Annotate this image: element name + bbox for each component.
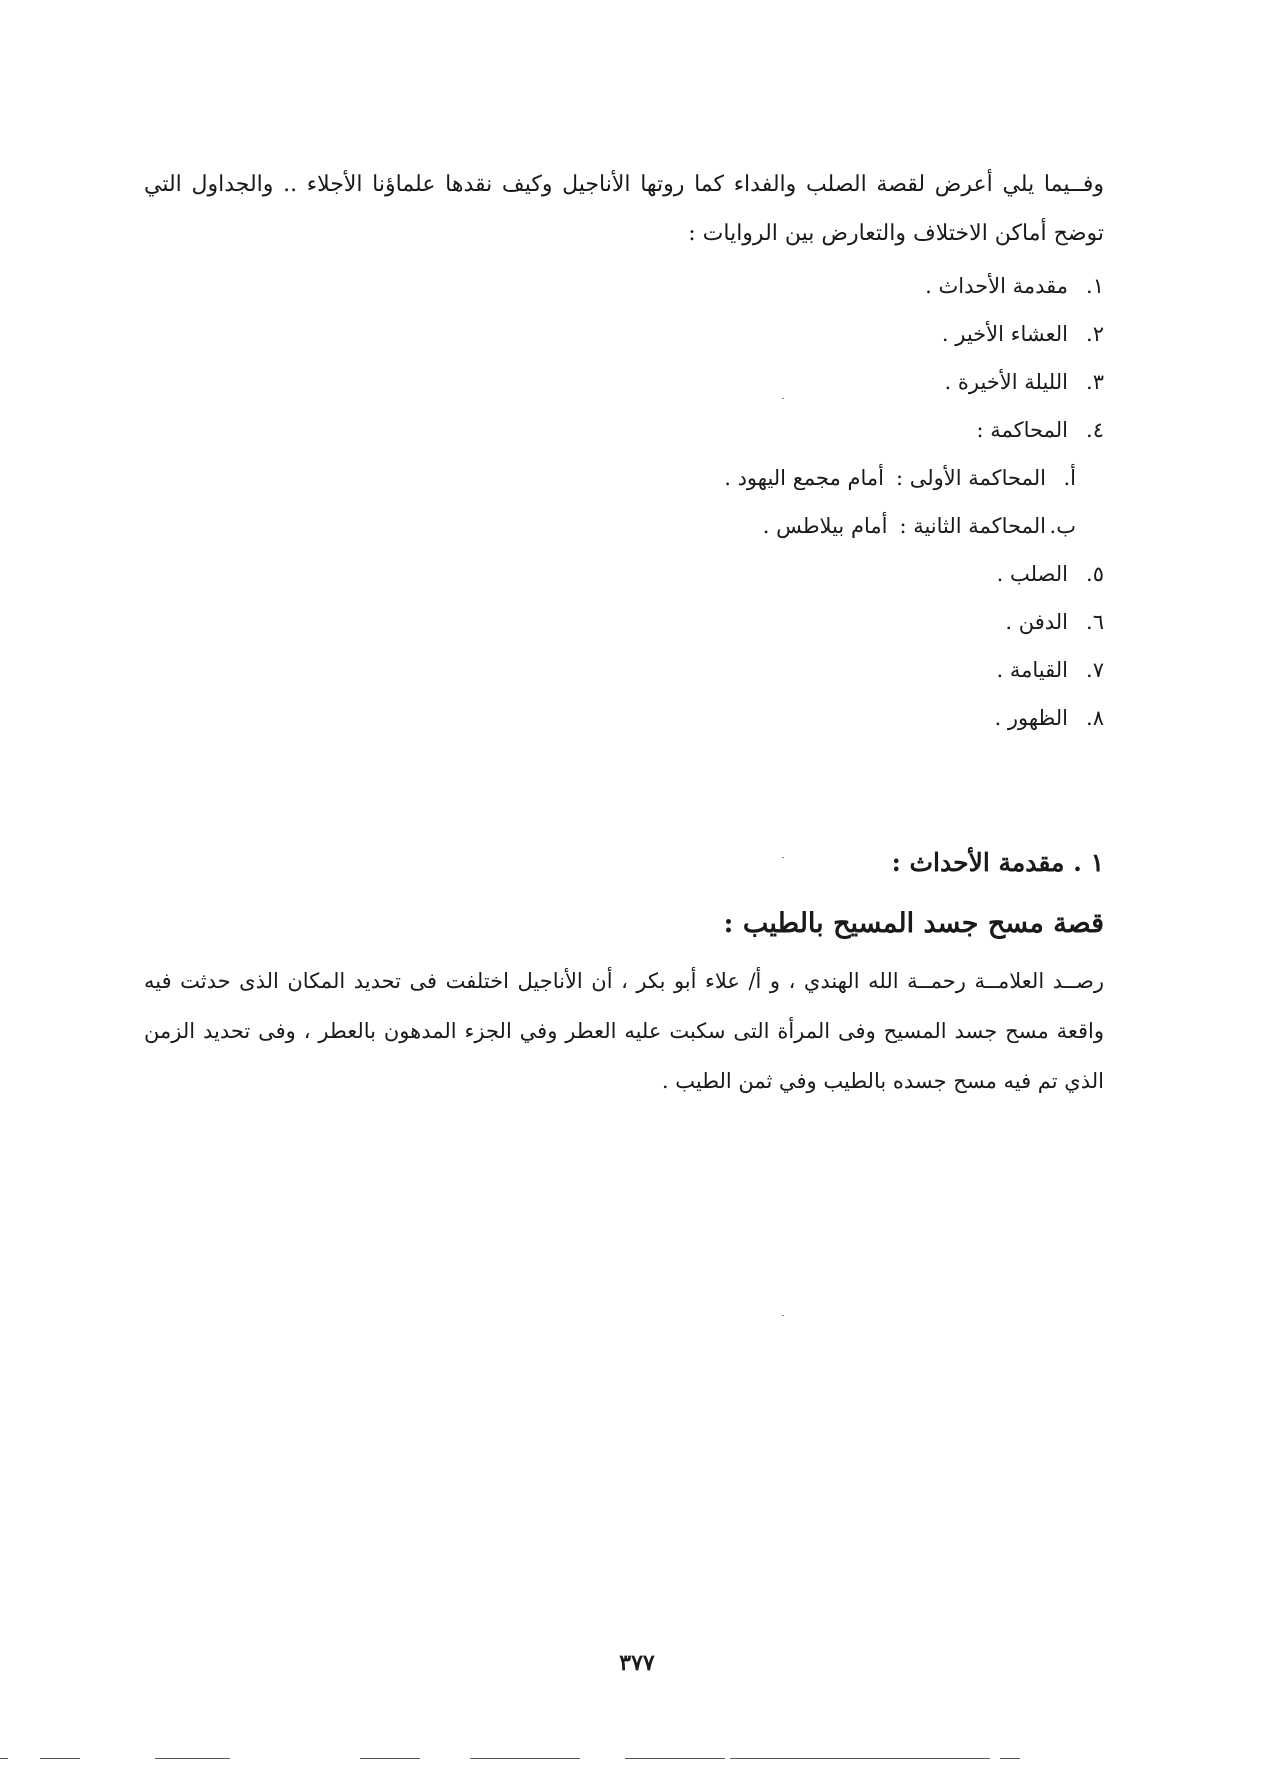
scan-speck bbox=[782, 398, 784, 399]
outline-subitem-detail: أمام بيلاطس . bbox=[762, 514, 888, 538]
outline-subitem-detail: أمام مجمع اليهود . bbox=[724, 466, 884, 490]
outline-item bbox=[504, 550, 1104, 598]
section-subheading: قصة مسح جسد المسيح بالطيب : bbox=[723, 908, 1104, 939]
outline-item-label: مقدمة الأحداث . bbox=[925, 274, 1068, 298]
outline-item-label: المحاكمة : bbox=[976, 418, 1068, 442]
outline-subitem bbox=[504, 502, 1104, 550]
outline-item-number: ٢. bbox=[1086, 322, 1104, 346]
outline-item-number: ٣. bbox=[1086, 370, 1104, 394]
contents-outline bbox=[504, 262, 1104, 742]
outline-item bbox=[504, 262, 1104, 310]
outline-item bbox=[504, 646, 1104, 694]
outline-item bbox=[504, 598, 1104, 646]
outline-subitem-letter: أ. bbox=[1063, 466, 1076, 490]
page-number: ٣٧٧ bbox=[619, 1650, 655, 1676]
outline-subitem-label: المحاكمة الأولى : bbox=[895, 466, 1046, 490]
outline-item-number: ٤. bbox=[1086, 418, 1104, 442]
outline-item bbox=[504, 694, 1104, 742]
outline-item-label: الظهور . bbox=[994, 706, 1068, 730]
outline-item-label: الليلة الأخيرة . bbox=[944, 370, 1068, 394]
scan-edge-marks bbox=[0, 1758, 1274, 1762]
outline-item-number: ٨. bbox=[1086, 706, 1104, 730]
scan-speck bbox=[782, 857, 784, 858]
outline-item-label: الدفن . bbox=[1005, 610, 1068, 634]
section-paragraph: رصــد العلامــة رحمــة الله الهندي ، و أ/ علاء أبو بكر ، أن الأناجيل اختلفت فى تحديد المكان الذى حدثت فيه واقعة مسح جسد المسيح وفى المرأة التى سكبت عليه العطر وفي الجزء المدهون بالعطر ، وفى تحديد الزمن الذي تم فيه مسح جسده بالطيب وفي ثمن الطيب . bbox=[144, 969, 1104, 1093]
scan-speck bbox=[782, 1315, 784, 1316]
outline-item bbox=[504, 358, 1104, 406]
outline-item bbox=[504, 310, 1104, 358]
outline-subitem-label: المحاكمة الثانية : bbox=[899, 514, 1046, 538]
outline-item-number: ٦. bbox=[1086, 610, 1104, 634]
outline-item-label: القيامة . bbox=[996, 658, 1068, 682]
outline-item-label: العشاء الأخير . bbox=[941, 322, 1068, 346]
intro-text: وفــيما يلي أعرض لقصة الصلب والفداء كما روتها الأناجيل وكيف نقدها علماؤنا الأجلاء .. والجداول التي توضح أماكن الاختلاف والتعارض بين الروايات : bbox=[144, 172, 1104, 246]
outline-subitem bbox=[504, 454, 1104, 502]
outline-item-number: ٧. bbox=[1086, 658, 1104, 682]
section-heading: ١ . مقدمة الأحداث : bbox=[891, 848, 1104, 877]
outline-subitem-letter: ب. bbox=[1049, 514, 1076, 538]
outline-item-number: ٥. bbox=[1086, 562, 1104, 586]
outline-item-label: الصلب . bbox=[996, 562, 1068, 586]
outline-item bbox=[504, 406, 1104, 454]
outline-item-number: ١. bbox=[1086, 274, 1104, 298]
intro-paragraph bbox=[144, 160, 1104, 258]
